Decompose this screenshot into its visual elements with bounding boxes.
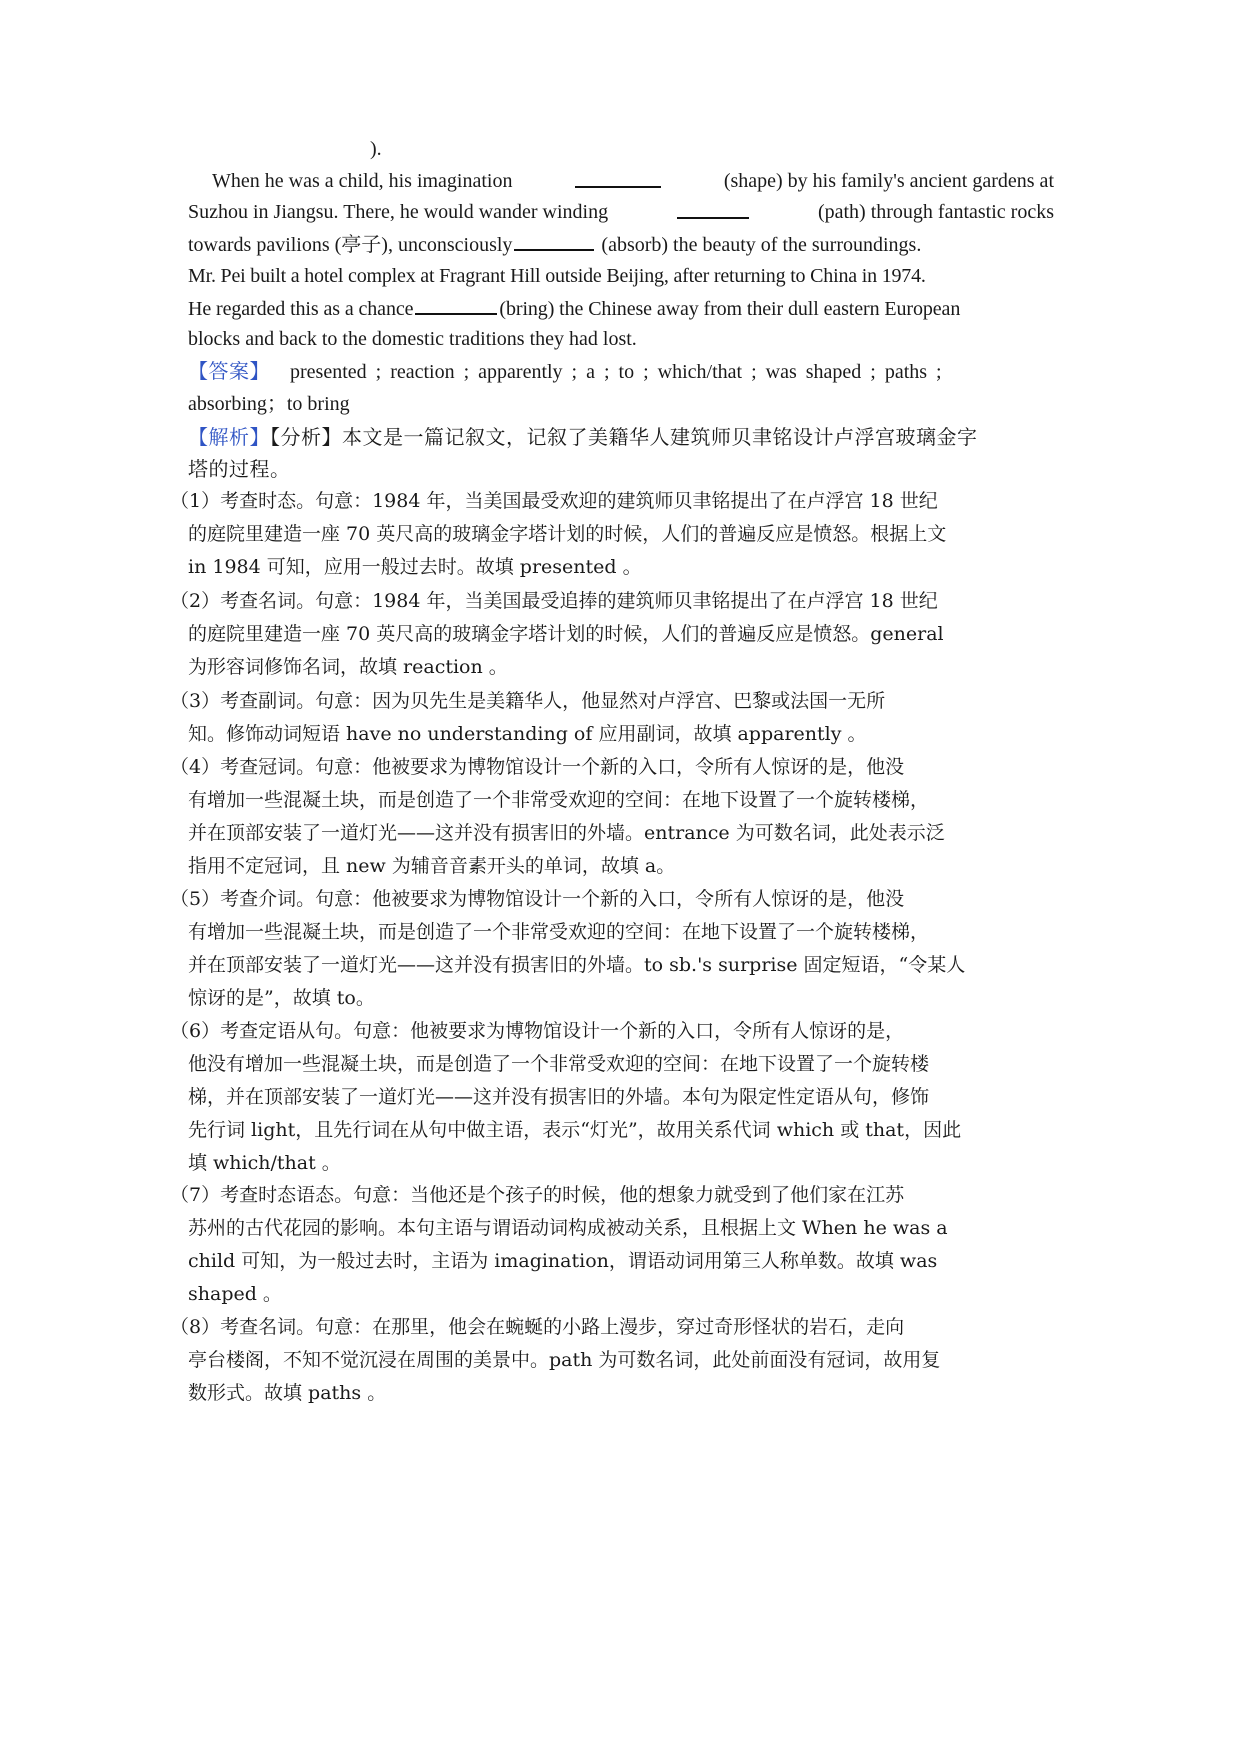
passage-text: (path) through fantastic rocks — [817, 201, 1054, 223]
analysis-item-6-line-4: 先行词 light，且先行词在从句中做主语，表示“灯光”，故用关系代词 which 或 that，因此 — [188, 1119, 962, 1141]
passage-text: Suzhou in Jiangsu. There, he would wander winding — [188, 201, 609, 223]
answer-blank-8 — [677, 199, 749, 219]
analysis-item-4-line-3: 并在顶部安装了一道灯光——这并没有损害旧的外墙。entrance 为可数名词，此处表示泛 — [188, 822, 945, 844]
answer-text: presented ; reaction ; apparently ; a ; to ; which/that ; was shaped ; paths ; — [290, 361, 942, 383]
passage-p2-line-2 — [188, 295, 1054, 322]
analysis-item-3-line-1: （3）考查副词。句意：因为贝先生是美籍华人，他显然对卢浮宫、巴黎或法国一无所 — [170, 690, 886, 712]
passage-text: (shape) by his family's ancient gardens at — [723, 170, 1054, 192]
analysis-item-5-line-3: 并在顶部安装了一道灯光——这并没有损害旧的外墙。to sb.'s surprise 固定短语，“令某人 — [188, 954, 966, 976]
analysis-item-1-line-1: （1）考查时态。句意：1984 年，当美国最受欢迎的建筑师贝聿铭提出了在卢浮宫 18 世纪 — [170, 490, 938, 512]
passage-line-0: ). — [370, 138, 382, 160]
analysis-line-2: 塔的过程。 — [188, 457, 291, 481]
analysis-item-2-line-2: 的庭院里建造一座 70 英尺高的玻璃金字塔计划的时候，人们的普遍反应是愤怒。general — [188, 623, 944, 645]
analysis-item-1-line-2: 的庭院里建造一座 70 英尺高的玻璃金字塔计划的时候，人们的普遍反应是愤怒。根据上文 — [188, 523, 947, 545]
answer-line-1 — [188, 358, 1054, 385]
answer-blank-9 — [514, 231, 594, 251]
analysis-intro: 【分析】本文是一篇记叙文，记叙了美籍华人建筑师贝聿铭设计卢浮宫玻璃金字 — [270, 425, 978, 449]
analysis-item-6-line-2: 他没有增加一些混凝土块，而是创造了一个非常受欢迎的空间：在地下设置了一个旋转楼 — [188, 1053, 930, 1075]
analysis-line-1 — [188, 424, 1054, 450]
analysis-item-7-line-1: （7）考查时态语态。句意：当他还是个孩子的时候，他的想象力就受到了他们家在江苏 — [170, 1184, 905, 1206]
analysis-item-4-line-1: （4）考查冠词。句意：他被要求为博物馆设计一个新的入口，令所有人惊讶的是，他没 — [170, 756, 905, 778]
passage-text: He regarded this as a chance — [188, 298, 414, 320]
analysis-item-6-line-5: 填 which/that 。 — [188, 1152, 341, 1174]
answer-blank-7 — [575, 168, 661, 188]
analysis-item-7-line-4: shaped 。 — [188, 1283, 282, 1305]
analysis-label: 【解析】 — [188, 425, 270, 449]
analysis-item-4-line-2: 有增加一些混凝土块，而是创造了一个非常受欢迎的空间：在地下设置了一个旋转楼梯， — [188, 789, 930, 811]
passage-p2-line-3: blocks and back to the domestic traditions they had lost. — [188, 328, 637, 350]
analysis-item-5-line-4: 惊讶的是”，故填 to。 — [188, 987, 375, 1009]
answer-label: 【答案】 — [188, 359, 270, 383]
answer-blank-10 — [415, 295, 497, 315]
passage-text: When he was a child, his imagination — [212, 170, 513, 192]
analysis-item-1-line-3: in 1984 可知，应用一般过去时。故填 presented 。 — [188, 556, 642, 578]
analysis-item-5-line-2: 有增加一些混凝土块，而是创造了一个非常受欢迎的空间：在地下设置了一个旋转楼梯， — [188, 921, 930, 943]
analysis-item-3-line-2: 知。修饰动词短语 have no understanding of 应用副词，故填 apparently 。 — [188, 723, 867, 745]
passage-p1-line-2 — [188, 199, 1054, 225]
analysis-item-2-line-1: （2）考查名词。句意：1984 年，当美国最受追捧的建筑师贝聿铭提出了在卢浮宫 18 世纪 — [170, 590, 938, 612]
analysis-item-2-line-3: 为形容词修饰名词，故填 reaction 。 — [188, 656, 508, 678]
analysis-item-5-line-1: （5）考查介词。句意：他被要求为博物馆设计一个新的入口，令所有人惊讶的是，他没 — [170, 888, 905, 910]
analysis-item-4-line-4: 指用不定冠词，且 new 为辅音音素开头的单词，故填 a。 — [188, 855, 676, 877]
analysis-item-6-line-3: 梯，并在顶部安装了一道灯光——这并没有损害旧的外墙。本句为限定性定语从句，修饰 — [188, 1086, 930, 1108]
analysis-item-7-line-3: child 可知，为一般过去时，主语为 imagination，谓语动词用第三人称单数。故填 was — [188, 1250, 938, 1272]
answer-line-2: absorbing；to bring — [188, 393, 350, 415]
passage-text: towards pavilions (亭子), unconsciously — [188, 234, 513, 256]
passage-p1-line-3 — [188, 231, 1054, 258]
analysis-item-8-line-3: 数形式。故填 paths 。 — [188, 1382, 387, 1404]
analysis-item-8-line-1: （8）考查名词。句意：在那里，他会在蜿蜒的小路上漫步，穿过奇形怪状的岩石，走向 — [170, 1316, 905, 1338]
passage-text: (bring) the Chinese away from their dull eastern European — [499, 298, 961, 320]
passage-p2-line-1: Mr. Pei built a hotel complex at Fragrant Hill outside Beijing, after returning to China in 1974. — [188, 265, 926, 287]
passage-text: (absorb) the beauty of the surroundings. — [601, 234, 922, 256]
analysis-item-6-line-1: （6）考查定语从句。句意：他被要求为博物馆设计一个新的入口，令所有人惊讶的是， — [170, 1020, 905, 1042]
analysis-item-8-line-2: 亭台楼阁，不知不觉沉浸在周围的美景中。path 为可数名词，此处前面没有冠词，故用复 — [188, 1349, 941, 1371]
passage-p1-line-1 — [212, 168, 1054, 194]
analysis-item-7-line-2: 苏州的古代花园的影响。本句主语与谓语动词构成被动关系，且根据上文 When he was a — [188, 1217, 948, 1239]
